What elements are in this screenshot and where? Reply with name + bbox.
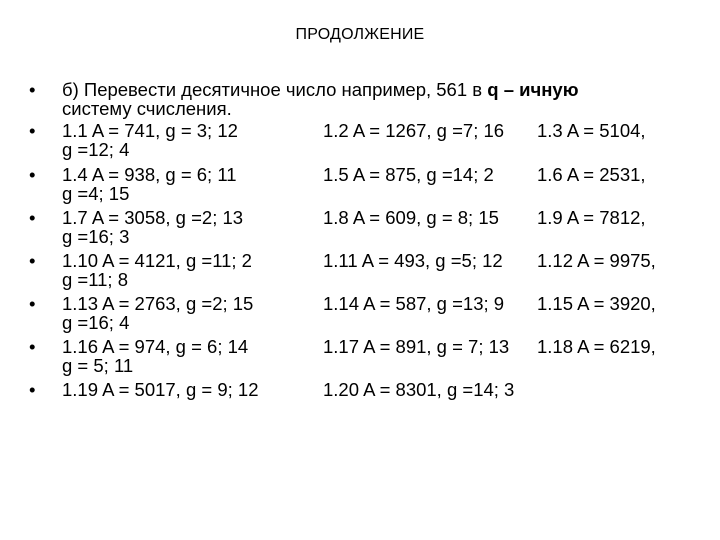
intro-text: б) Перевести десятичное число например, 561 в — [62, 79, 488, 100]
list-item-row-2 — [27, 165, 707, 208]
task-cell: 1.4 A = 938, g = 6; 11 — [62, 164, 237, 185]
task-cell: 1.12 A = 9975, — [537, 250, 656, 271]
intro-line-1 — [62, 80, 707, 99]
task-cell: 1.10 A = 4121, g =11; 2 — [62, 250, 252, 271]
task-cell: 1.5 A = 875, g =14; 2 — [323, 164, 494, 185]
task-cell: 1.2 A = 1267, g =7; 16 — [323, 120, 505, 141]
task-cell: 1.3 A = 5104, — [537, 120, 646, 141]
bullet-marker: • — [29, 120, 36, 141]
task-cell: 1.17 A = 891, g = 7; 13 — [323, 336, 510, 357]
task-cell: 1.11 A = 493, g =5; 12 — [323, 250, 503, 271]
task-cell: 1.13 A = 2763, g =2; 15 — [62, 293, 254, 314]
task-cell: 1.6 A = 2531, — [537, 164, 646, 185]
task-continuation: g = 5; 11 — [62, 355, 134, 376]
task-continuation: g =4; 15 — [62, 183, 130, 204]
list-item-row-7 — [27, 380, 707, 404]
task-continuation: g =11; 8 — [62, 269, 129, 290]
bullet-marker: • — [29, 79, 36, 100]
intro-line-2: систему счисления. — [62, 98, 232, 119]
task-cell: 1.7 A = 3058, g =2; 13 — [62, 207, 244, 228]
list-item-row-5 — [27, 294, 707, 337]
list-item-intro — [27, 80, 707, 118]
task-cell: 1.18 A = 6219, — [537, 336, 656, 357]
list-item-row-4 — [27, 251, 707, 294]
intro-bold-text: q – ичную — [487, 79, 579, 100]
list-item-row-3 — [27, 208, 707, 251]
task-continuation: g =16; 4 — [62, 312, 130, 333]
slide-title: ПРОДОЛЖЕНИЕ — [295, 26, 425, 43]
bullet-marker: • — [29, 336, 36, 357]
bullet-marker: • — [29, 379, 36, 400]
task-cell: 1.20 A = 8301, g =14; 3 — [323, 379, 515, 400]
task-cell: 1.8 A = 609, g = 8; 15 — [323, 207, 499, 228]
task-cell: 1.14 A = 587, g =13; 9 — [323, 293, 505, 314]
task-cell: 1.16 A = 974, g = 6; 14 — [62, 336, 249, 357]
list-item-row-6 — [27, 337, 707, 380]
task-cell: 1.19 A = 5017, g = 9; 12 — [62, 379, 259, 400]
bullet-marker: • — [29, 293, 36, 314]
list-item-row-1 — [27, 121, 707, 165]
task-continuation: g =16; 3 — [62, 226, 130, 247]
bullet-marker: • — [29, 164, 36, 185]
task-cell: 1.1 A = 741, g = 3; 12 — [62, 120, 238, 141]
task-cell: 1.9 A = 7812, — [537, 207, 646, 228]
task-cell: 1.15 A = 3920, — [537, 293, 656, 314]
task-continuation: g =12; 4 — [62, 139, 130, 160]
bullet-marker: • — [29, 250, 36, 271]
bullet-list — [27, 80, 707, 404]
bullet-marker: • — [29, 207, 36, 228]
